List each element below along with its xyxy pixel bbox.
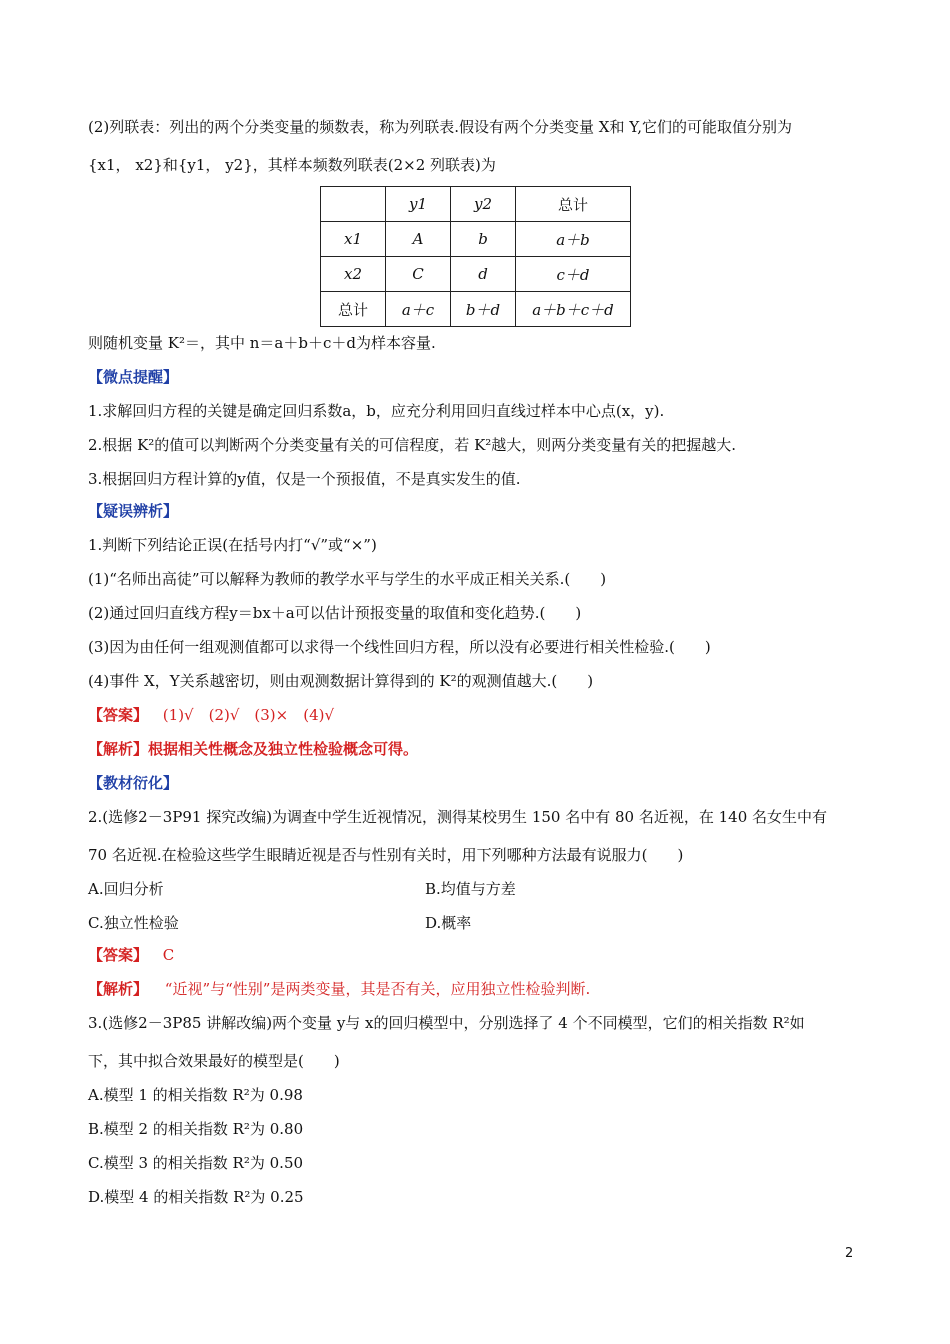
tip-item-2: 2.根据 K²的值可以判断两个分类变量有关的可信程度，若 K²越大，则两分类变量有关的把握越大.: [88, 436, 737, 454]
error-item-1: (1)“名师出高徒”可以解释为教师的教学水平与学生的水平成正相关关系.( ): [88, 570, 607, 588]
table-cell: b: [451, 222, 516, 257]
q2-option-b: B.均值与方差: [425, 880, 516, 898]
table-cell: b＋d: [451, 292, 516, 327]
table-cell: a＋c: [386, 292, 451, 327]
answer-text: C: [162, 946, 175, 964]
formula-line: 则随机变量 K²＝，其中 n＝a＋b＋c＋d为样本容量.: [88, 334, 436, 352]
answer-label: 【答案】: [88, 946, 149, 964]
q3-option-c: C.模型 3 的相关指数 R²为 0.50: [88, 1154, 304, 1172]
analysis-label: 【解析】: [88, 980, 149, 998]
q3-option-b: B.模型 2 的相关指数 R²为 0.80: [88, 1120, 304, 1138]
table-cell: a＋b: [516, 222, 631, 257]
table-cell: A: [386, 222, 451, 257]
analysis-1: [88, 738, 418, 760]
q3-option-d: D.模型 4 的相关指数 R²为 0.25: [88, 1188, 304, 1206]
error-question: 1.判断下列结论正误(在括号内打“√”或“×”): [88, 536, 377, 554]
answer-2: [88, 944, 174, 966]
q3-line-2: 下，其中拟合效果最好的模型是( ): [88, 1052, 340, 1070]
answer-1: [88, 704, 334, 726]
table-cell: a＋b＋c＋d: [516, 292, 631, 327]
table-cell: y1: [386, 187, 451, 222]
error-item-2: (2)通过回归直线方程y＝bx＋a可以估计预报变量的取值和变化趋势.( ): [88, 604, 582, 622]
table-cell: [321, 187, 386, 222]
q3-option-a: A.模型 1 的相关指数 R²为 0.98: [88, 1086, 303, 1104]
q2-option-d: D.概率: [425, 914, 472, 932]
tip-heading: 【微点提醒】: [88, 368, 179, 386]
contingency-table: [320, 186, 631, 327]
table-cell: x1: [321, 222, 386, 257]
table-cell: 总计: [516, 187, 631, 222]
intro-line-2: {x1， x2}和{y1， y2}，其样本频数列联表(2×2 列联表)为: [88, 156, 496, 174]
analysis-label: 【解析】: [88, 740, 149, 758]
q2-line-1: 2.(选修2－3P91 探究改编)为调查中学生近视情况，测得某校男生 150 名中有 80 名近视，在 140 名女生中有: [88, 808, 828, 826]
table-cell: C: [386, 257, 451, 292]
tip-item-1: 1.求解回归方程的关键是确定回归系数a，b，应充分利用回归直线过样本中心点(x，y).: [88, 402, 665, 420]
textbook-heading: 【教材衍化】: [88, 774, 179, 792]
table-cell: y2: [451, 187, 516, 222]
analysis-text: 根据相关性概念及独立性检验概念可得。: [148, 740, 419, 758]
table-header-row: [321, 187, 631, 222]
table-row: [321, 292, 631, 327]
error-item-3: (3)因为由任何一组观测值都可以求得一个线性回归方程，所以没有必要进行相关性检验.( ): [88, 638, 711, 656]
q2-option-c: C.独立性检验: [88, 914, 179, 932]
q3-line-1: 3.(选修2－3P85 讲解改编)两个变量 y与 x的回归模型中，分别选择了 4 个不同模型，它们的相关指数 R²如: [88, 1014, 805, 1032]
answer-text: (1)√ (2)√ (3)× (4)√: [162, 706, 335, 724]
page-number: 2: [845, 1246, 854, 1261]
error-item-4: (4)事件 X，Y关系越密切，则由观测数据计算得到的 K²的观测值越大.( ): [88, 672, 594, 690]
q2-option-a: A.回归分析: [88, 880, 164, 898]
table-cell: 总计: [321, 292, 386, 327]
intro-line-1: (2)列联表：列出的两个分类变量的频数表，称为列联表.假设有两个分类变量 X和 Y,它们的可能取值分别为: [88, 118, 792, 136]
answer-label: 【答案】: [88, 706, 149, 724]
tip-item-3: 3.根据回归方程计算的y值，仅是一个预报值，不是真实发生的值.: [88, 470, 521, 488]
error-heading: 【疑误辨析】: [88, 502, 179, 520]
table-cell: d: [451, 257, 516, 292]
table-cell: x2: [321, 257, 386, 292]
analysis-text: “近视”与“性别”是两类变量，其是否有关，应用独立性检验判断.: [164, 980, 591, 998]
table-row: [321, 222, 631, 257]
table-row: [321, 257, 631, 292]
table-cell: c＋d: [516, 257, 631, 292]
analysis-2: [88, 978, 590, 1000]
q2-line-2: 70 名近视.在检验这些学生眼睛近视是否与性别有关时，用下列哪种方法最有说服力( ): [88, 846, 684, 864]
